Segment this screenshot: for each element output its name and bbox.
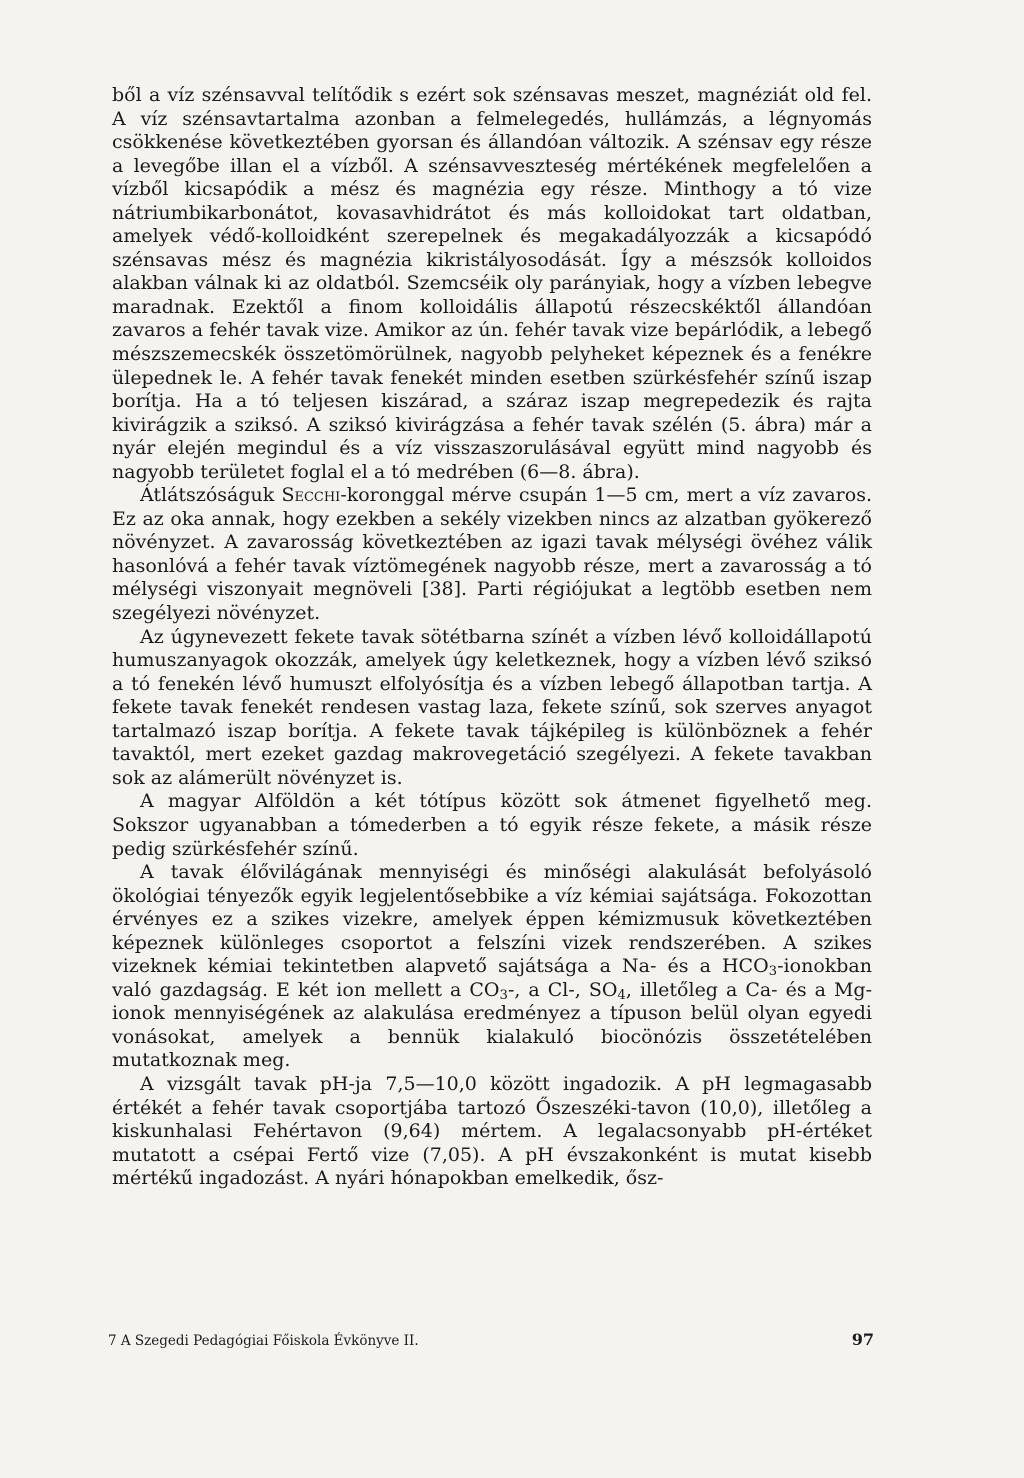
paragraph-transitions: A magyar Alföldön a két tótípus között sok átmenet figyelhető meg. Sokszor ugyanabban a tómederben a tó egyik része fekete, a másik része pedig szürkésfehér színű. [112, 790, 872, 860]
transparency-text-rest: -koronggal mérve csupán 1—5 cm, mert a víz zavaros. Ez az oka annak, hogy ezekben a sekély vizekben nincs az alzatban gyökerező növényzet. A zavarosság következtében az igazi tavak mélységi övéhez válik hasonlóvá a fehér tavak víztömegének nagyobb része, mert a zavarosság a tó mélységi viszonyait megnöveli [38]. Parti régiójukat a legtöbb esetben nem szegélyezi növényzet. [112, 484, 872, 625]
secchi-name: Secchi [281, 484, 341, 507]
page-number: 97 [851, 1330, 874, 1349]
chemistry-text-4: , illetőleg a Ca- és a Mg-ionok mennyiségének az alakulása eredményez a típuson belül olyan egyedi vonásokat, amelyek a bennük kialakuló biocönózis összetételében mutatkoznak meg. [112, 978, 872, 1072]
paragraph-transparency [112, 484, 872, 625]
chemistry-text-3: -, a Cl-, SO [507, 978, 618, 1001]
page-footer [108, 1330, 874, 1349]
paragraph-carbonate: ből a víz szénsavval telítődik s ezért sok szénsavas meszet, magnéziát old fel. A víz szénsavtartalma azonban a felmelegedés, hullámzás, a légnyomás csökkenése következtében gyorsan és állandóan változik. A szénsav egy része a levegőbe illan el a vízből. A szénsavveszteség mértékének megfelelően a vízből kicsapódik a mész és magnézia egy része. Minthogy a tó vize nátriumbikarbonátot, kovasavhidrátot és más kolloidokat tart oldatban, amelyek védő-kolloidként szerepelnek és megakadályozzák a kicsapódó szénsavas mész és magnézia kikristályosodását. Így a mészsók kolloidos alakban válnak ki az oldatból. Szemcséik oly parányiak, hogy a vízben lebegve maradnak. Ezektől a finom kolloidális állapotú részecskéktől állandóan zavaros a fehér tavak vize. Amikor az ún. fehér tavak vize bepárlódik, a lebegő mészszemecskék összetömörülnek, nagyobb pelyheket képeznek és a fenékre ülepednek le. A fehér tavak fenekét minden esetben szürkésfehér színű iszap borítja. Ha a tó teljesen kiszárad, a száraz iszap megrepedezik és rajta kivirágzik a sziksó. A sziksó kivirágzása a fehér tavak szélén (5. ábra) már a nyár elején megindul és a víz visszaszorulásával együtt mind nagyobb és nagyobb területet foglal el a tó medrében (6—8. ábra). [112, 84, 872, 483]
paragraph-black-lakes: Az úgynevezett fekete tavak sötétbarna színét a vízben lévő kolloidállapotú humuszanyagok okozzák, amelyek úgy keletkeznek, hogy a vízben lévő sziksó a tó fenekén lévő humuszt elfolyósítja és a vízben lebegő állapotban tartja. A fekete tavak fenekét rendesen vastag laza, fekete színű, sok szerves anyagot tartalmazó iszap borítja. A fekete tavak tájképileg is különböznek a fehér tavaktól, mert ezeket gazdag makrovegetáció szegélyezi. A fekete tavakban sok az alámerült növényzet is. [112, 625, 872, 789]
chemistry-text-2: -ionokban való gazdagság. E két ion mellett a CO [112, 955, 872, 1001]
chemistry-text-1: A tavak élővilágának mennyiségi és minőségi alakulását befolyásoló ökológiai tényezők egyik legjelentősebbike a víz kémiai sajátsága. Fokozottan érvényes ez a szikes vizekre, amelyek éppen kémizmusuk következtében képeznek különleges csoportot a felszíni vizek rendszerében. A szikes vizeknek kémiai tekintetben alapvető sajátsága a Na- és a HCO [112, 861, 872, 978]
hco3-subscript: 3 [768, 964, 778, 980]
transparency-text-start: Átlátszóságuk [140, 484, 282, 507]
paragraph-chemistry [112, 861, 872, 1073]
page-body [112, 84, 872, 1191]
so4-subscript: 4 [617, 987, 626, 1003]
paragraph-ph: A vizsgált tavak pH-ja 7,5—10,0 között ingadozik. A pH legmagasabb értékét a fehér tavak csoportjába tartozó Őszeszéki-tavon (10,0), illetőleg a kiskunhalasi Fehértavon (9,64) mértem. A legalacsonyabb pH-értéket mutatott a csépai Fertő vize (7,05). A pH évszakonként is mutat kisebb mértékű ingadozást. A nyári hónapokban emelkedik, ősz- [112, 1072, 872, 1190]
footer-publication: 7 A Szegedi Pedagógiai Főiskola Évkönyve II. [108, 1333, 419, 1349]
co3-subscript: 3 [499, 987, 508, 1003]
